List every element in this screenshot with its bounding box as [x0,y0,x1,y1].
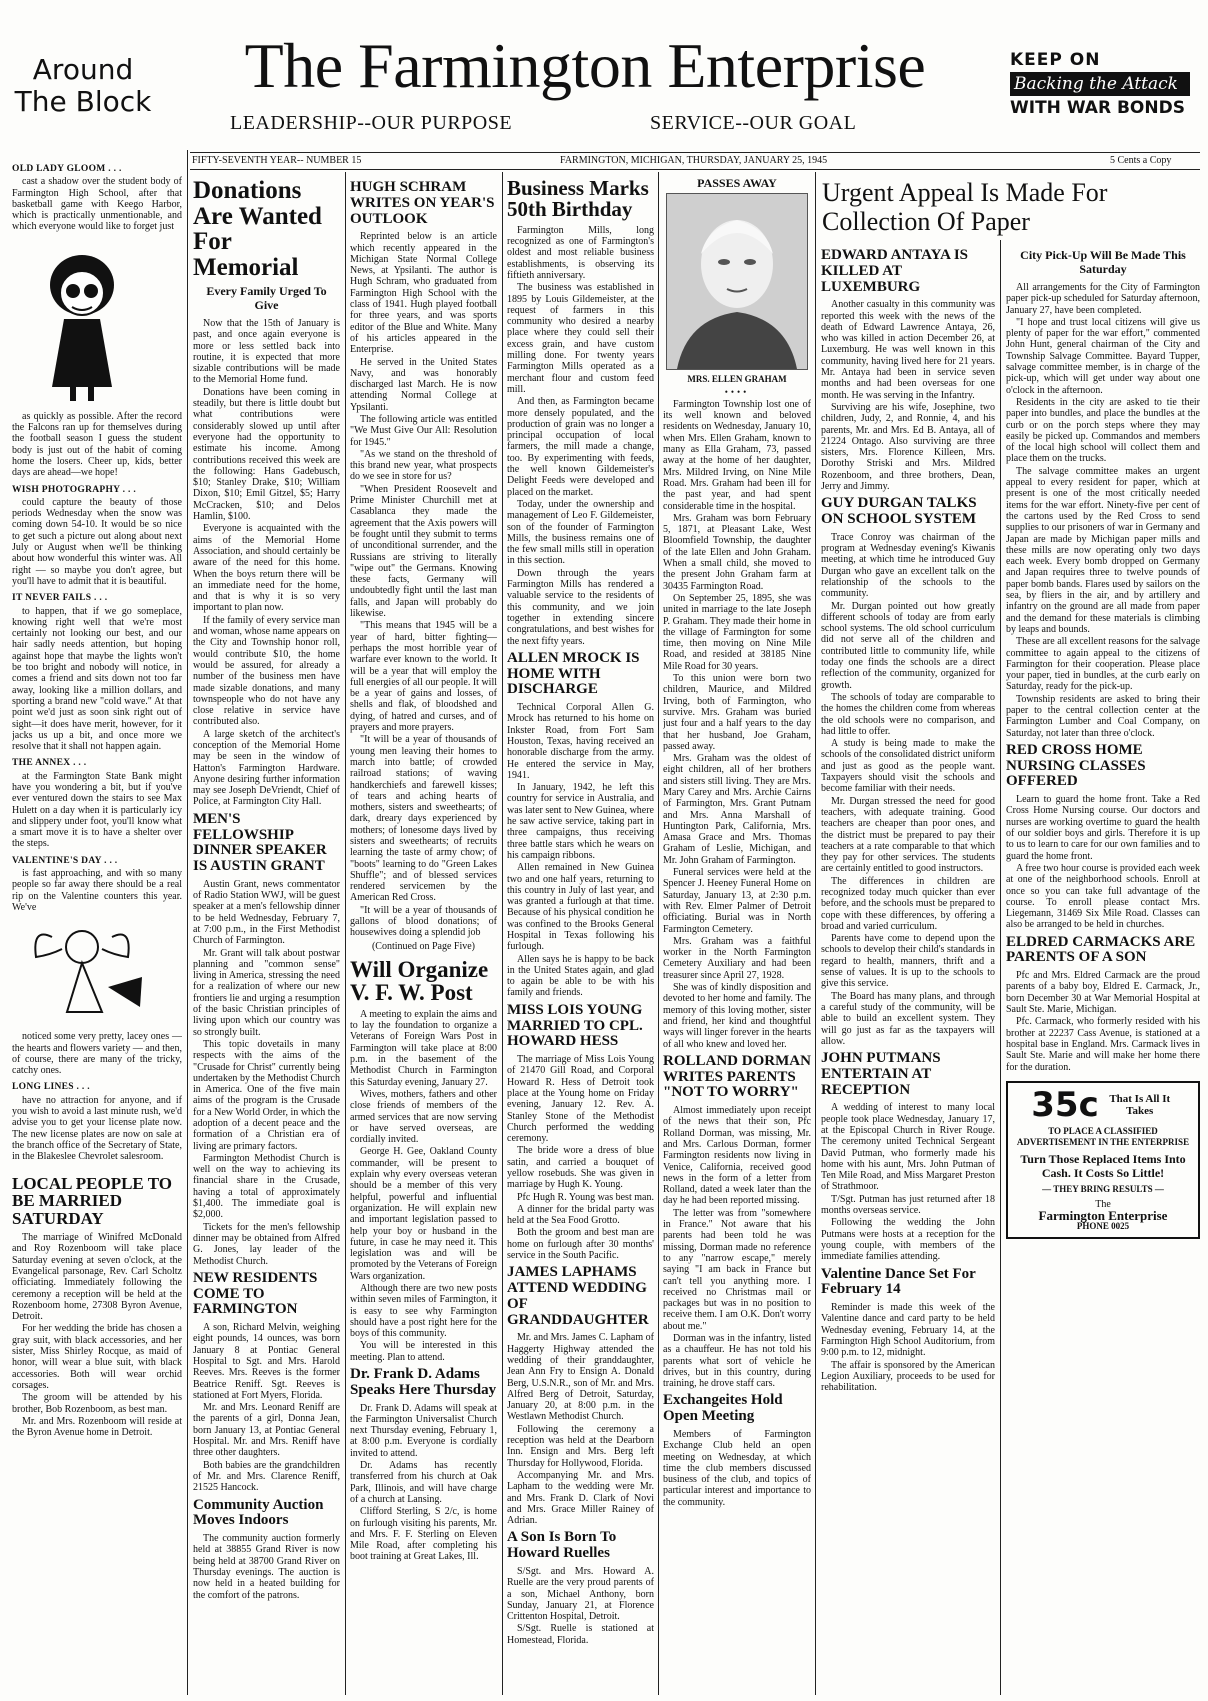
item-heading: OLD LADY GLOOM . . . [12,164,122,174]
ad-the: The [1095,1198,1111,1210]
dots: •••• [724,386,750,397]
item-text: could capture the beauty of those periods Wednesday when the snow was coming down 54-10. It would be so nice to get such a picture out along about next July or August when we'll be thinking about how wonderful this winter was. All right — so maybe you don't agree, but you'll have to admit that it is beautiful. [12,496,182,587]
ad-phone: PHONE 0025 [1076,1221,1130,1232]
bonds-line2: Backing the Attack [1010,72,1190,96]
article-text: Both babies are the grandchildren of Mr. and Mrs. Clarence Reniff, 21525 Hancock. [193,1459,340,1494]
article-text: Everyone is acquainted with the aims of the Memorial Home Association, and should certainly be aware of the need for this home. When the boys return there will be an immediate need for the home, and that is why it is so very important to plan now. [193,523,340,614]
article-text: Mr. Durgan pointed out how greatly different schools of today are from early school systems. The old school curriculum did not serve all of the children and contributed little to community life, while today one finds the schools are a direct reflection of the community, organized for growth. [821,600,995,691]
ad-line: TO PLACE A CLASSIFIED ADVERTISEMENT IN THE ENTERPRISE [1016,1125,1190,1148]
article-text: Almost immediately upon receipt of the news that their son, Pfc Rolland Dorman, was missing, Mr. and Mrs. Carlous Dorman, former Farmington residents now living in Venice, California, received good news in the form of a letter from Rolland, dated a week later than the day he had been reported missing. [663,1105,811,1207]
article-text: "As we stand on the threshold of this brand new year, what prospects do we see in store for us? [350,448,497,483]
article-text: Another casualty in this community was reported this week with the news of the death of Edward Lawrence Antaya, 26, who was killed in action December 26, at Luxemburg. He was well known in this community, having lived here for 21 years. Mr. Antaya had been in service seven months and had been overseas for one month. He was serving in the Infantry. [821,299,995,401]
article-text: Mrs. Graham was a faithful worker in the North Farmington Cemetery Auxiliary and had been treasurer since April 27, 1928. [663,935,811,981]
article-text: Mr. and Mrs. Rozenboom will reside at the Byron Avenue home in Detroit. [12,1415,182,1439]
headline: JAMES LAPHAMS ATTEND WEDDING OF GRANDDAUGHTER [507,1264,649,1328]
passes-away-heading: PASSES AWAY [697,176,777,190]
article-text: Learn to guard the home front. Take a Red Cross Home Nursing course. Our doctors and nurses are working overtime to guard the health of our soldier boys and girls. Therefore it is up to us to learn to care for our own families and to guard the home front. [1006,794,1200,862]
article-text: The affair is sponsored by the American Legion Auxiliary, proceeds to be used for rehabilitation. [821,1359,995,1394]
article-text: Pfc and Mrs. Eldred Carmack are the proud parents of a baby boy, Eldred E. Carmack, Jr., born December 30 at War Memorial Hospital at Sault Ste. Marie, Michigan. [1006,970,1200,1016]
around-the-block-logo [8,54,158,118]
column-rule [1000,240,1001,1695]
article-text: Trace Conroy was chairman of the program at Wednesday evening's Kiwanis meeting, at which time he introduced Guy Durgan who gave an excellent talk on the relationship of the schools to the community. [821,531,995,600]
headline: Dr. Frank D. Adams Speaks Here Thursday [350,1366,497,1398]
headline: NEW RESIDENTS COME TO FARMINGTON [193,1269,318,1318]
classified-ad-box [1006,1081,1200,1239]
item-heading: WISH PHOTOGRAPHY . . . [12,484,137,495]
article-text: Residents in the city are asked to tie their paper into bundles, and place the bundles at the curb or on the porch steps where they may easily be picked up. Commandos and members of the local high school will collect them and place them on the trucks. [1006,396,1200,465]
article-text: Following the wedding the John Putmans were hosts at a reception for the young couple, with members of the immediate families attending. [821,1217,995,1263]
article-text: A dinner for the bridal party was held at the Sea Food Grotto. [507,1203,654,1227]
article-text: Allen remained in New Guinea two and one half years, returning to this country in July of last year, and was granted a furlough at that time. Because of his physical condition he was confined to the Brooks General Hospital in Texas following his furlough. [507,862,654,953]
article-text: A son, Richard Melvin, weighing eight pounds, 14 ounces, was born January 8 at Pontiac General Hospital to Sgt. and Mrs. Harold Reeves. Mrs. Reeves is the former Beatrice Reniff. Sgt. Reeves is stationed at Fort Myers, Florida. [193,1322,340,1401]
headline-business: Business Marks 50th Birthday [507,176,649,222]
article-text: The marriage of Miss Lois Young of 21470 Gill Road, and Corporal Howard R. Hess of Detroit took place at the Young home on Friday evening, January 12. Rev. A. Stanley Stone of the Methodist Church performed the wedding ceremony. [507,1054,654,1145]
article-text: Both the groom and best man are home on furlough after 30 months' service in the South Pacific. [507,1227,654,1262]
ad-that: That Is All It Takes [1109,1092,1171,1117]
article-text: A wedding of interest to many local people took place Wednesday, January 17, at the Episcopal Church in River Rouge. The ceremony united Technical Sergeant David Putman, who formerly made his home with his aunt, Mrs. John Putman of Ten Mile Road, and Miss Margaret Preston of Strathmoor. [821,1102,995,1193]
headline: ELDRED CARMACKS ARE PARENTS OF A SON [1006,933,1196,966]
article-text: Following the ceremony a reception was held at the Dearborn Inn. Ensign and Mrs. Berg left Thursday for Hollywood, Florida. [507,1423,654,1469]
article-text: S/Sgt. and Mrs. Howard A. Ruelle are the very proud parents of a son, Michael Anthony, born Sunday, January 21, at Florence Crittenton Hospital, Detroit. [507,1565,654,1623]
column-5 [663,176,811,1696]
column-rule [815,172,816,1695]
headline: GUY DURGAN TALKS ON SCHOOL SYSTEM [821,495,977,528]
article-text: Although there are two new posts within seven miles of Farmington, it is easy to see why Farmington should have a post right here for the boys of this community. [350,1282,497,1340]
article-text: Dorman was in the infantry, listed as a chauffeur. He has not told his parents what sort of vehicle he drives, but in this country, during training, he drove staff cars. [663,1333,811,1390]
article-text: Pfc Hugh R. Young was best man. [517,1191,654,1203]
article-text: George H. Gee, Oakland County commander, will be present to explain why every overseas veteran should be a member of this very helpful, powerful and influential organization. He will explain new and important legislation passed to help your boy or husband in the future, in case he may need it. This legislation was and will be promoted by the Veterans of Foreign Wars organization. [350,1146,497,1282]
column-rule [502,172,503,1695]
column-around-the-block [12,158,182,1698]
price: 5 Cents a Copy [1110,155,1172,166]
article-text: "It will be a year of thousands of young men leaving their homes to march into battle; of crowded railroad stations; of waving handkerchiefs and farewell kisses; of tears and aching hearts of mothers, sisters and sweethearts; of dark, dreary days experienced by mothers; of lonesome days lived by sisters and sweethearts; of recruits learning the taste of army chow; of "boots" learning to do "Green Lakes Shuffle"; and of blessed services rendered servicemen by the American Red Cross. [350,734,497,904]
article-text: Farmington Mills, long recognized as one of Farmington's oldest and most reliable business establishments, is observing its fiftieth anniversary. [507,224,654,281]
article-text: Donations have been coming in steadily, but there is little doubt but what contributions were considerably slowed up until after everyone had the opportunity to estimate his income. Among contributions received this week are the following: Hans Gadebusch, $10; Stanley Drake, $10; William Dixon, $10; Emil Gitzel, $5; Harry McCracken, $10; and Delos Hamlin, $100. [193,386,340,523]
article-text: The business was established in 1895 by Louis Gildemeister, at the request of farmers in this community who desired a nearby place where they could sell their excess grain, and have custom milling done. For twenty years Farmington Mills operated as a merchant flour and custom feed mill. [507,282,654,395]
article-text: Parents have come to depend upon the schools to develop their child's standards in regard to health, manners, thrift and a sense of values. It is up to the schools to give this service. [821,933,995,990]
item-heading: IT NEVER FAILS . . . [12,593,108,604]
headline: RED CROSS HOME NURSING CLASSES OFFERED [1006,741,1146,790]
article-text: Mr. Grant will talk about postwar planning and "common sense" living in America, stressing the need for a realization of where our new frontiers lie and urging a resumption of the basic Christian principles of living upon which our country was so strongly built. [193,947,340,1038]
around-line2: The Block [14,85,152,118]
headline-paper-appeal: Urgent Appeal Is Made For Collection Of Paper [822,178,1108,236]
column-rule [187,150,188,1695]
item-text: as quickly as possible. After the record the Falcons ran up for themselves during the football season I guess the student body is just out of the habit of coming home the losers. Cheer up, kids, better days are ahead—we hope! [12,410,182,479]
bonds-line3: WITH WAR BONDS [1010,98,1185,118]
headline: Valentine Dance Set For February 14 [821,1265,976,1298]
article-text: Dr. Frank D. Adams will speak at the Farmington Universalist Church next Thursday evening, February 1, at 8:00 p.m. Everyone is cordially invited to attend. [350,1402,497,1459]
article-text: Mr. and Mrs. James C. Lapham of Haggerty Highway attended the wedding of their granddaughter, Jean Ann Fry to Ensign A. Donald Berg, U.S.N.R., son of Mr. and Mrs. Alfred Berg of Detroit, Saturday, January 20, at 8:00 p.m. in the Westlawn Methodist Church. [507,1332,654,1423]
war-bonds-box [1010,50,1190,118]
article-text: And then, as Farmington became more densely populated, and the production of grain was no longer a principal occupation of local farmers, the mill made a change, too. By experimenting with feeds, the well known Gildemeister's Delight Feeds were developed and placed on the market. [507,396,654,498]
portrait-photo [666,193,808,370]
headline-donations: Donations Are Wanted For Memorial [193,177,322,281]
article-text: The Board has many plans, and through a careful study of the community, will be able to build an excellent system. They will go just as far as the taxpayers will allow. [821,990,995,1047]
article-text: Surviving are his wife, Josephine, two children, Judy, 2, and Ronnie, 4, and his parents, Mr. and Mrs. Ed B. Antaya, all of 21224 Ontago. Also surviving are three sisters, Mrs. Florence Killeen, Mrs. Dorothy Striski and Mrs. Mildred Rozenboom, and three brothers, Dean, Jerry and Jimmy. [821,401,995,492]
item-text: to happen, that if we go someplace, knowing right well that we're most certainly not looking our best, and our hair sadly needs attention, but hoping against hope that maybe the lights won't be too bright and nobody will notice, in comes a friend and sits down not too far away, looking like a million dollars, and sporting a brand new "cold wave." At that point we'd just as soon sink right out of sight—it does have merit, however, for it jacks us up a bit, and once more we resolve that it shall not happen again. [12,605,182,753]
article-text: Township residents are asked to bring their paper to the central collection center at the Farmington Lumber and Coal Company, on Saturday, not later than three o'clock. [1006,693,1200,739]
article-text: Today, under the ownership and management of Leo F. Gildemeister, son of the founder of Farmington Mills, the business remains one of the few small mills still in operation in this section. [507,498,654,567]
article-text: T/Sgt. Putman has just returned after 18 months overseas service. [821,1193,995,1217]
article-text: The marriage of Winifred McDonald and Roy Rozenboom will take place Saturday evening at seven o'clock, at the Evangelical parsonage, Rev. Carl Scholtz officiating. Immediately following the ceremony a reception will be held at the Rozenboom home, 27308 Byron Avenue, Detroit. [12,1232,182,1323]
headline: HUGH SCHRAM WRITES ON YEAR'S OUTLOOK [350,179,495,227]
item-text: cast a shadow over the student body of Farmington High School, after that basketball game with Keego Harbor, which is practically unmentionable, and which everyone would like to forget just [12,176,182,233]
subheadline: Every Family Urged To Give [206,284,327,312]
article-text: Mrs. Graham was the oldest of eight children, all of her brothers and sisters still living. They are Mrs. Mary Carey and Mrs. Archie Cairns of Farmington, Mrs. Grant Putnam and Mrs. Anna Marshall of Huntington Park, California, Mrs. Amasa Grace and Mrs. Thomas Graham of Leslie, Michigan, and Mr. John Graham of Farmington. [663,753,811,866]
column-rule [658,172,659,1695]
article-text: "This means that 1945 will be a year of hard, bitter fighting—perhaps the most horrible year of warfare ever known to the world. It will be a year that will employ the full energies of all our people. It will be a year of gains and losses, of shells and flak, of bloodshed and dying, of hatred and curses, and of prayers and more prayers. [350,620,497,734]
ad-paper: Farmington Enterprise [1038,1208,1168,1224]
article-text: A study is being made to make the schools of the consolidated district uniform and just as good as the people want. Taxpayers should visit the schools and become familiar with their needs. [821,738,995,795]
headline: ROLLAND DORMAN WRITES PARENTS "NOT TO WORRY" [663,1052,811,1101]
headline: MISS LOIS YOUNG MARRIED TO CPL. HOWARD HESS [507,1001,643,1050]
article-text: "I hope and trust local citizens will give us plenty of paper for the war effort," commented John Hunt, general chairman of the City and Township Salvage Committee. Bayard Tupper, salvage committee member, is in charge of the pick-up, which will get under way about one o'clock in the afternoon. [1006,316,1200,396]
article-text: The bride wore a dress of blue satin, and carried a bouquet of yellow rosebuds. She was given in marriage by Hugh K. Young. [507,1145,654,1191]
item-text: noticed some very pretty, lacey ones — the hearts and flowers variety — and then, of course, there are many of the tricky, catchy ones. [12,1031,182,1077]
headline: LOCAL PEOPLE TO BE MARRIED SATURDAY [12,1173,172,1229]
article-text: You will be interested in this meeting. Plan to attend. [350,1340,497,1363]
article-text: She was of kindly disposition and devoted to her home and family. The memory of this loving mother, sister and friend, her kind and thoughtful ways will linger forever in the hearts of all who knew and loved her. [663,982,811,1050]
photo-caption: MRS. ELLEN GRAHAM [687,374,787,385]
article-text: Clifford Sterling, S 2/c, is home on furlough visiting his parents, Mr. and Mrs. F. F. Sterling on Eleven Mile Road, after completing his boot training at Great Lakes, Ill. [350,1506,497,1563]
bonds-line1: KEEP ON [1010,50,1101,70]
article-text: For her wedding the bride has chosen a gray suit, with black accessories, and her sister, Miss Shirley Rocque, as maid of honor, will wear a blue suit, with black accessories. Both will wear orchid corsages. [12,1323,182,1391]
headline: MEN'S FELLOWSHIP DINNER SPEAKER IS AUSTIN GRANT [193,810,327,875]
article-text: A meeting to explain the aims and to lay the foundation to organize a Veterans of Foreign Wars Post in Farmington will take place at 8:00 p.m. in the basement of the Methodist Church in Farmington this Saturday evening, January 27. [350,1008,497,1088]
column-4 [507,176,654,1696]
article-text: Mrs. Graham was born February 5, 1871, at Pleasant Lake, West Bloomfield Township, the daughter of the late Ellen and John Graham. When a small child, she moved to the present John Graham farm at 30435 Farmington Road. [663,512,811,592]
article-text: Mr. Durgan stressed the need for good teachers, with adequate training. Good teachers are cheaper than poor ones, and the district must be prepared to pay their teachers at a rate comparable to that which they pay for other services. The students are certainly entitled to good instructors. [821,795,995,875]
article-text: Reprinted below is an article which recently appeared in the Michigan State Normal College News, at Ypsilanti. The author is Hugh Schram, who graduated from Farmington High School with the class of 1941. Hugh played football for three years, and was sports editor of the Blue and White. Many of his articles appeared in the Enterprise. [350,231,497,356]
article-text: Accompanying Mr. and Mrs. Lapham to the wedding were Mr. and Mrs. Frank D. Clark of Novi and Mrs. Grace Miller Rainey of Adrian. [507,1469,654,1527]
article-text: Tickets for the men's fellowship dinner may be obtained from Alfred G. Jones, lay leader of the Methodist Church. [193,1221,340,1267]
article-text: Mr. and Mrs. Leonard Reniff are the parents of a girl, Donna Jean, born January 13, at Pontiac General Hospital. Mr. and Mrs. Reniff have three other daughters. [193,1402,340,1459]
cupid-figure [12,917,182,1027]
around-line1: Around [32,53,134,86]
article-text: Now that the 15th of January is past, and once again everyone is more or less settled back into routine, it is expected that more sizable contributions will be made to the Memorial Home fund. [193,318,340,386]
dateline: FARMINGTON, MICHIGAN, THURSDAY, JANUARY 25, 1945 [560,155,828,166]
subheadline: City Pick-Up Will Be Made This Saturday [1020,248,1186,276]
item-text: have no attraction for anyone, and if you wish to avoid a last minute rush, we'd advise you to get your license plate now. The new license plates are now on sale at the branch office of the Secretary of State, in the Blakeslee Chevrolet salesroom. [12,1094,182,1163]
article-text: To this union were born two children, Maurice, and Mildred Irving, both of Farmington, who survive. Mrs. Graham was buried just four and a half years to the day that her husband, Joe Graham, passed away. [663,673,811,752]
headline: Exchangeites Hold Open Meeting [663,1392,783,1425]
article-text: Dr. Adams has recently transferred from his church at Oak Park, Illinois, and will have charge of a church at Lansing. [350,1460,497,1505]
article-text: A free two hour course is provided each week at one of the neighborhood schools. Enroll at once so you can take full advantage of the course. To enroll please contact Mrs. Liegemann, 31469 Six Mile Road. Classes can also be arranged to be held in churches. [1006,862,1200,931]
article-text: The letter was from "somewhere in France." Not aware that his parents had been told he was missing, Dorman made no reference to any "narrow escape," merely saying "I am back in France but can't tell you anything more. I received no Christmas mail or packages but was in no position to receive them. I am O.K. Don't worry about me." [663,1207,811,1332]
article-text: Farmington Methodist Church is well on the way to achieving its financial share in the Crusade, having a total of approximately $1,400. The immediate goal is $2,000. [193,1152,340,1221]
column-3 [350,176,497,1696]
column-rule [345,172,346,1695]
article-text: These are all excellent reasons for the salvage committee to again appeal to the citizens of Farmington for their cooperation. Please place your paper, tied in bundles, at the curb early on Saturday, ready for the pick-up. [1006,636,1200,693]
article-text: In January, 1942, he left this country for service in Australia, and was later sent to New Guinea, where he saw active service, taking part in three campaigns, thus receiving three battle stars which he wears on his campaign ribbons. [507,782,654,861]
continued-note: (Continued on Page Five) [371,940,476,952]
article-text: Allen says he is happy to be back in the United States again, and glad to again be able to be with his family and friends. [507,953,654,999]
article-text: Down through the years Farmington Mills has rendered a valuable service to the residents of this community, and we join together in extending sincere congratulations, and best wishes for the next fifty years. [507,567,654,647]
motto-left: LEADERSHIP--OUR PURPOSE [230,112,513,134]
article-text: "It will be a year of thousands of gallons of blood donations; of housewives doing a splendid job [350,904,497,939]
newspaper-title: The Farmington Enterprise [244,30,926,101]
article-text: Reminder is made this week of the Valentine dance and card party to be held Wednesday evening, February 14, at the Farmington High School Auditorium, from 9:00 p.m. to 12, midnight. [821,1302,995,1359]
headline-vfw: Will Organize V. F. W. Post [350,956,489,1006]
article-text: The following article was entitled "We Must Give Our All: Resolution for 1945." [350,414,497,448]
headline: JOHN PUTMANS ENTERTAIN AT RECEPTION [821,1050,941,1098]
article-text: Technical Corporal Allen G. Mrock has returned to his home on Inkster Road, from Fort Sam Houston, Texas, having received an honorable discharge from the army. He entered the service in May, 1941. [507,702,654,781]
headline: A Son Is Born To Howard Ruelles [507,1529,617,1562]
article-text: The salvage committee makes an urgent appeal to every resident for paper, which at present is one of the most critically needed items for the war effort. Ninety-five per cent of the cartons used by the Red Cross to send supplies to our prisoners of war in Germany and Japan are made by Michigan paper mills and these mills are now operating only two days each week. Every bomb dropped on Germany and Japan requires three to twelve pounds of paper bomb bands. Flares used by sailors on the sea, by fliers in the air, and by artillery and infantry on the ground are all made from paper and the demand for these materials is climbing by leaps and bounds. [1006,465,1200,635]
article-text: Pfc. Carmack, who formerly resided with his brother at 22237 Cass Avenue, is stationed at a hospital base in England. Mrs. Carmack lives in Sault Ste. Marie and will make her home there for the duration. [1006,1016,1200,1073]
article-text: The schools of today are comparable to the homes the children come from whereas the old schools were no comparison, and had little to offer. [821,691,995,737]
motto-right: SERVICE--OUR GOAL [650,112,857,134]
article-text: Wives, mothers, fathers and other close friends of members of the armed services that are now serving or have served overseas, are cordially invited. [350,1088,497,1146]
article-text: The differences in children are recognized today much quicker than ever before, and the schools must be prepared to cope with these differences, by offering a broad and varied curriculum. [821,875,995,932]
masthead-rule-top [190,152,1200,153]
article-text: This topic dovetails in many respects with the aims of the "Crusade for Christ" currently being undertaken by the Methodist Church in America. One of the five main aims of the program is the Crusade for a New World Order, in which the adoption of a decent peace and the formation of a Christian era of living are primary factors. [193,1038,340,1152]
article-text: He served in the United States Navy, and was honorably discharged last March. He is now attending Normal College at Ypsilanti. [350,356,497,413]
column-6 [821,244,995,1696]
headline: EDWARD ANTAYA IS KILLED AT LUXEMBURG [821,247,968,295]
item-heading: LONG LINES . . . [12,1082,90,1093]
item-heading: THE ANNEX . . . [12,758,87,769]
article-text: The groom will be attended by his brother, Bob Rozenboom, as best man. [12,1392,182,1415]
article-text: Farmington Township lost one of its well known and beloved residents on Wednesday, January 10, when Mrs. Ellen Graham, known to many as Ella Graham, 73, passed away at the home of her daughter, Mrs. Mildred Irving, on Nine Mile Road. Mrs. Graham had been ill for the past year, and had spent considerable time in the hospital. [663,398,811,512]
item-text: at the Farmington State Bank might have you wondering a bit, but if you've ever ventured down the stairs to see Max Hulett on a day when it is particularly icy and slippery under foot, you'll know what a smart move it is to have a shelter over the steps. [12,770,182,850]
article-text: A large sketch of the architect's conception of the Memorial Home may be seen in the window of Hatton's Farmington Hardware. Anyone desiring further information may see Joseph DeVriendt, Chief of Police, at Farmington City Hall. [193,728,340,808]
item-text: is fast approaching, and with so many people so far away there should be a real rip on the Valentine counters this year. We've [12,868,182,913]
article-text: Members of Farmington Exchange Club held an open meeting on Wednesday, at which time the club members discussed business of the club, and topics of particular interest and importance to the community. [663,1428,811,1508]
ad-turn: Turn Those Replaced Items Into Cash. It Costs So Little! [1020,1152,1186,1181]
article-text: Austin Grant, news commentator of Radio Station WWJ, will be guest speaker at a men's fellowship dinner to be held Wednesday, February 7, at 7:00 p.m., in the First Methodist Church of Farmington. [193,878,340,947]
article-text: S/Sgt. Ruelle is stationed at Homestead, Florida. [507,1623,654,1646]
article-text: The community auction formerly held at 38855 Grand River is now being held at 38700 Grand River on Thursday evenings. The auction is now held in a heated building for the comfort of the patrons. [193,1533,340,1601]
headline: ALLEN MROCK IS HOME WITH DISCHARGE [507,649,640,698]
article-text: Funeral services were held at the Spencer J. Heeney Funeral Home on Saturday, January 13, at 2:30 p.m. with Rev. Elmer Palmer of Detroit officiating. Burial was in North Farmington Cemetery. [663,867,811,935]
ad-bring: — THEY BRING RESULTS — [1042,1184,1164,1195]
article-text: If the family of every service man and woman, whose name appears on the City and Township honor roll, would contribute $10, the home would be assured, for already a number of the business men have made sizable donations, and many townspeople who do not have any close relative in service have contributed also. [193,614,340,728]
column-2 [193,176,340,1696]
headline: Community Auction Moves Indoors [193,1496,324,1529]
volume-line: FIFTY-SEVENTH YEAR-- NUMBER 15 [192,155,362,166]
article-text: All arrangements for the City of Farmington paper pick-up scheduled for Saturday afternoon, January 27, have been completed. [1006,282,1200,316]
column-7 [1006,244,1200,1696]
article-text: On September 25, 1895, she was united in marriage to the late Joseph P. Graham. They made their home in the village of Farmington for some time, then moving on Nine Mile Road, and resided at 38185 Nine Mile Road for 30 years. [663,592,811,672]
masthead-rule-bottom [190,169,1200,170]
article-text: "When President Roosevelt and Prime Minister Churchill met at Casablanca they made the agreement that the Axis powers will be fought until they submit to terms of unconditional surrender, and the Russians are striving to literally "wipe out" the Germans. Knowing these facts, Germany will undoubtedly fight until the last man falls, and Japan will probably do likewise. [350,483,497,620]
item-heading: VALENTINE'S DAY . . . [12,855,118,866]
ad-price: 35c [1031,1084,1099,1125]
cartoon-figure [12,237,182,407]
